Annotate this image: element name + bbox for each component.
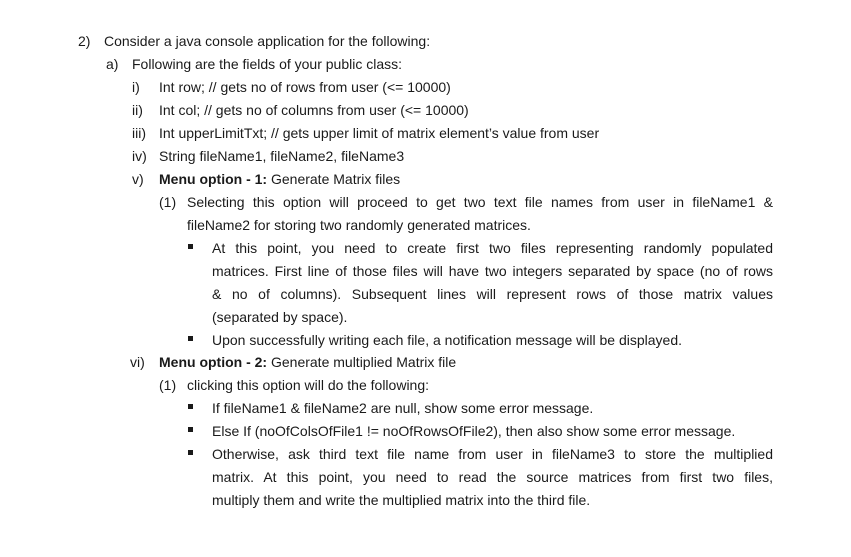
field-label: iii) — [132, 125, 146, 141]
field-text: Int row; // gets no of rows from user (<= 10000) — [159, 79, 451, 95]
menu1-subtitle: Generate Matrix files — [270, 171, 401, 187]
field-label: ii) — [132, 102, 143, 118]
field-label: iv) — [132, 148, 147, 164]
menu2-bullet3-line: Otherwise, ask third text file name from user in fileName3 to store the multiplied — [212, 446, 773, 462]
bullet-marker — [188, 450, 193, 455]
field-text: Int upperLimitTxt; // gets upper limit of matrix element’s value from user — [159, 125, 600, 141]
menu2-title: Menu option - 2: — [159, 354, 268, 370]
question-text: Consider a java console application for the following: — [104, 33, 431, 49]
question-number: 2) — [78, 33, 91, 49]
field-text: Int col; // gets no of columns from user (<= 10000) — [159, 102, 469, 118]
menu1-step-line1: Selecting this option will proceed to get two text file names from user in fileName1 & — [187, 194, 773, 210]
menu1-step-line2: fileName2 for storing two randomly generated matrices. — [187, 217, 531, 233]
bullet-marker — [188, 336, 193, 341]
menu1-title: Menu option - 1: — [159, 171, 268, 187]
part-a-label: a) — [106, 56, 119, 72]
menu2-label: vi) — [130, 354, 145, 370]
menu1-heading — [159, 170, 400, 188]
menu2-step-label: (1) — [159, 377, 177, 393]
menu2-bullet3-line: matrix. At this point, you need to read the source matrices from first two files, — [212, 469, 773, 485]
menu1-bullet2: Upon successfully writing each file, a notification message will be displayed. — [212, 332, 683, 348]
menu1-bullet1-line: & no of columns). Subsequent lines will represent rows of those matrix values — [212, 286, 773, 302]
bullet-marker — [188, 427, 193, 432]
menu1-bullet1-line: (separated by space). — [212, 309, 348, 325]
menu2-subtitle: Generate multiplied Matrix file — [270, 354, 457, 370]
part-a-text: Following are the fields of your public class: — [132, 56, 403, 72]
field-text: String fileName1, fileName2, fileName3 — [159, 148, 405, 164]
menu2-heading — [159, 353, 456, 371]
bullet-marker — [188, 404, 193, 409]
menu2-bullet3-line: multiply them and write the multiplied matrix into the third file. — [212, 492, 591, 508]
menu2-bullet: Else If (noOfColsOfFile1 != noOfRowsOfFile2), then also show some error message. — [212, 423, 736, 439]
field-label: i) — [132, 79, 140, 95]
menu1-label: v) — [132, 171, 144, 187]
menu1-bullet1-line: matrices. First line of those files will have two integers separated by space (no of rows — [212, 263, 773, 279]
menu2-step-text: clicking this option will do the following: — [187, 377, 430, 393]
menu1-step-label: (1) — [159, 194, 177, 210]
menu1-bullet1-line: At this point, you need to create first two files representing randomly populated — [212, 240, 773, 256]
menu2-bullet: If fileName1 & fileName2 are null, show some error message. — [212, 400, 594, 416]
bullet-marker — [188, 244, 193, 249]
